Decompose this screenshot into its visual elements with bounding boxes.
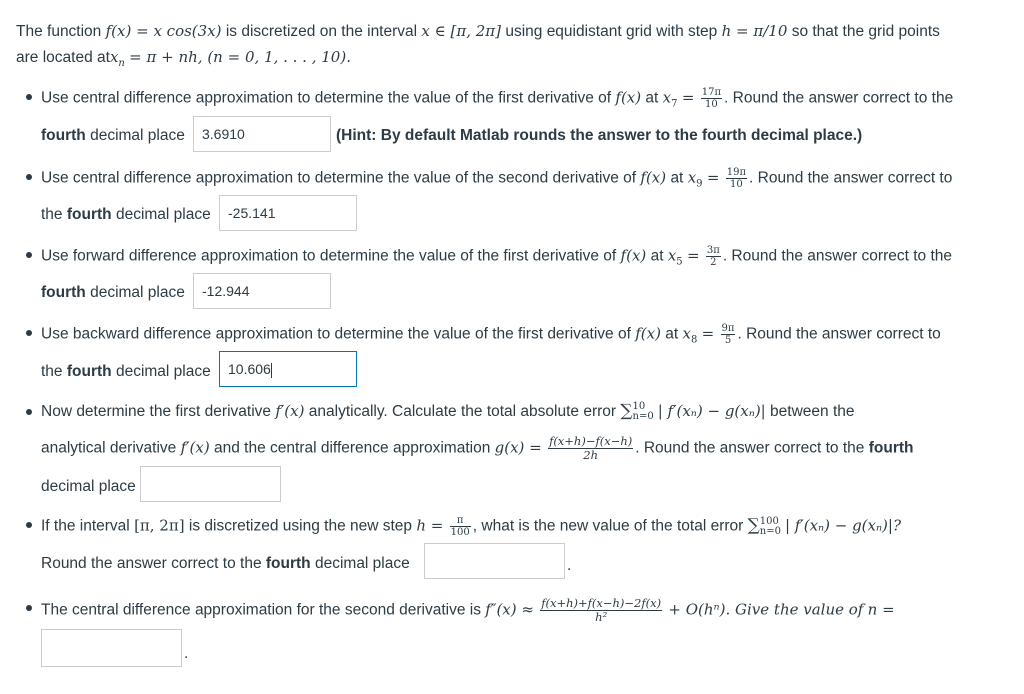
q1-at: at	[645, 89, 659, 107]
grid-sub: n	[118, 58, 125, 70]
q1-hint: (Hint: By default Matlab rounds the answer to the fourth decimal place.)	[336, 127, 863, 144]
q2-text: . Round the answer correct to	[749, 169, 953, 187]
q6-text: decimal place	[314, 555, 410, 572]
intro-text: are located at	[16, 49, 110, 66]
frac-num: 19π	[726, 167, 747, 178]
q4-answer-input[interactable]	[219, 351, 357, 387]
q5-text: Now determine the first derivative	[41, 403, 272, 420]
bold-fourth: fourth	[66, 363, 112, 380]
sum-top: 100	[759, 515, 779, 527]
q3-at: at	[650, 247, 664, 265]
q2-line-2	[41, 206, 211, 224]
q3-text: . Round the answer correct to the	[722, 247, 952, 265]
point-var: x	[687, 168, 697, 187]
frac-num: 17π	[701, 87, 722, 98]
q5-line-3: decimal place	[41, 478, 136, 495]
intro-line-1	[16, 22, 940, 41]
bullet	[26, 174, 32, 180]
frac-num: 9π	[721, 323, 735, 334]
step-fraction	[450, 515, 471, 538]
q6-text: If the interval	[41, 517, 130, 535]
q5-text: . Round the answer correct to the	[635, 439, 865, 457]
q6-period: .	[567, 557, 572, 574]
q1-line-1	[41, 87, 953, 110]
bullet	[26, 522, 32, 528]
q2-text: the	[41, 206, 63, 223]
frac-den: 2h	[583, 448, 598, 462]
q5-text: between the	[770, 403, 855, 420]
frac-num: 3π	[706, 245, 720, 256]
fx-formula: f(x)	[640, 168, 667, 187]
q2-text: decimal place	[115, 206, 211, 223]
bullet	[26, 330, 32, 336]
q7-period: .	[184, 645, 189, 662]
q5-text: analytically. Calculate the total absolute error	[308, 403, 617, 420]
q6-text: , what is the new value of the total error	[472, 517, 744, 535]
bold-fourth: fourth	[41, 127, 86, 144]
frac-den: h²	[595, 610, 608, 624]
fx-formula: f(x)	[620, 246, 647, 265]
interval-formula: x ∈ [π, 2π]	[421, 22, 502, 40]
intro-line-2	[16, 48, 351, 69]
frac-den: 10	[705, 99, 718, 110]
bold-fourth: fourth	[66, 206, 112, 223]
text-cursor	[271, 363, 272, 378]
q3-text: decimal place	[90, 284, 185, 301]
bullet	[26, 94, 32, 100]
sum-limits	[760, 517, 781, 537]
gx-formula: g(x) =	[494, 438, 542, 457]
q4-line-1	[41, 323, 941, 346]
q6-answer-input[interactable]	[424, 543, 565, 579]
sum-body: | f′(xₙ) − g(xₙ)|	[657, 402, 766, 420]
grid-var: x	[109, 48, 119, 66]
point-fraction	[706, 245, 721, 268]
function-formula: f(x) = x cos(3x)	[105, 22, 222, 40]
q4-text: Use backward difference approximation to determine the value of the first derivative of	[41, 325, 631, 343]
second-derivative-formula: f″(x) ≈	[485, 600, 534, 619]
bold-fourth: fourth	[41, 284, 86, 301]
q7-text: The central difference approximation for the second derivative is	[41, 601, 481, 619]
point-var: x	[667, 246, 677, 265]
frac-den: 100	[450, 527, 470, 538]
q1-text: decimal place	[90, 127, 185, 144]
q2-at: at	[670, 169, 684, 187]
q5-line-1	[41, 401, 855, 422]
frac-num: f(x+h)−f(x−h)	[549, 434, 633, 448]
fx-formula: f(x)	[635, 324, 661, 343]
q5-answer-input[interactable]	[140, 466, 281, 502]
q6-text: is discretized using the new step	[188, 517, 413, 535]
sum-bottom: n=0	[632, 410, 654, 422]
q3-text: Use forward difference approximation to determine the value of the first derivative of	[41, 247, 617, 265]
q1-answer-input[interactable]: 3.6910	[193, 116, 331, 152]
intro-text: using equidistant grid with step	[505, 23, 718, 40]
bullet	[26, 605, 32, 611]
q6-line-1	[41, 515, 901, 538]
central-diff-fraction	[548, 435, 633, 462]
grid-formula: = π + nh, (n = 0, 1, . . . , 10).	[129, 48, 351, 66]
fx-formula: f(x)	[615, 88, 642, 107]
q5-text: analytical derivative	[41, 439, 177, 457]
sum-top: 10	[632, 400, 646, 412]
frac-den: 2	[710, 257, 717, 268]
sum-bottom: n=0	[759, 525, 781, 537]
point-var: x	[662, 88, 672, 107]
h-formula: h =	[416, 516, 444, 535]
q6-text: Round the answer correct to the	[41, 555, 262, 572]
q1-text: Use central difference approximation to determine the value of the first derivative of	[41, 89, 612, 107]
equals: =	[686, 246, 700, 265]
q4-answer-value: 10.606	[228, 361, 271, 377]
intro-text: The function	[16, 23, 102, 40]
q6-line-2	[41, 555, 410, 573]
q1-text: . Round the answer correct to the	[724, 89, 954, 107]
sum-body: | f′(xₙ) − g(xₙ)|?	[784, 516, 902, 535]
bold-fourth: fourth	[265, 555, 311, 572]
q2-line-1	[41, 167, 952, 190]
q7-answer-input[interactable]	[41, 629, 182, 667]
point-fraction	[721, 323, 736, 346]
q4-at: at	[665, 325, 679, 343]
q3-line-1	[41, 245, 952, 268]
q4-text: . Round the answer correct to	[737, 325, 941, 343]
q2-answer-input[interactable]: -25.141	[219, 195, 357, 231]
point-fraction	[726, 167, 747, 190]
sum-symbol: ∑	[620, 401, 633, 421]
bullet	[26, 409, 32, 415]
fprime-formula: f′(x)	[275, 402, 305, 420]
bullet	[26, 252, 32, 258]
intro-text: so that the grid points	[791, 23, 940, 40]
step-formula: h = π/10	[721, 22, 788, 40]
point-sub: 5	[676, 256, 683, 268]
q5-text: and the central difference approximation	[214, 439, 491, 457]
q2-text: Use central difference approximation to determine the value of the second derivative of	[41, 169, 637, 187]
q3-answer-input[interactable]: -12.944	[193, 273, 331, 309]
equals: =	[701, 324, 715, 343]
q4-line-2	[41, 363, 211, 381]
point-sub: 9	[696, 178, 703, 190]
frac-den: 10	[730, 179, 743, 190]
point-var: x	[682, 324, 691, 343]
sum-symbol: ∑	[747, 515, 760, 536]
point-fraction	[701, 87, 722, 110]
q5-line-2	[41, 435, 913, 462]
n-formula: n =	[867, 600, 895, 619]
q7-line-1	[41, 597, 895, 624]
frac-num: π	[450, 515, 471, 527]
point-sub: 7	[671, 98, 678, 110]
frac-num: f(x+h)+f(x−h)−2f(x)	[541, 596, 662, 610]
fprime-formula: f′(x)	[180, 438, 210, 457]
q1-line-2	[41, 127, 185, 145]
q4-text: decimal place	[115, 363, 211, 380]
q3-line-2	[41, 284, 185, 302]
bold-fourth: fourth	[868, 439, 914, 457]
equals: =	[681, 88, 695, 107]
q4-text: the	[41, 363, 63, 380]
sum-limits	[633, 402, 654, 422]
second-diff-fraction	[540, 597, 662, 624]
q7-text: + O(hⁿ). Give the value of	[668, 600, 864, 619]
frac-den: 5	[724, 335, 732, 346]
point-sub: 8	[690, 334, 698, 346]
equals: =	[706, 168, 720, 187]
interval-formula: [π, 2π]	[134, 516, 185, 535]
intro-text: is discretized on the interval	[225, 23, 418, 40]
